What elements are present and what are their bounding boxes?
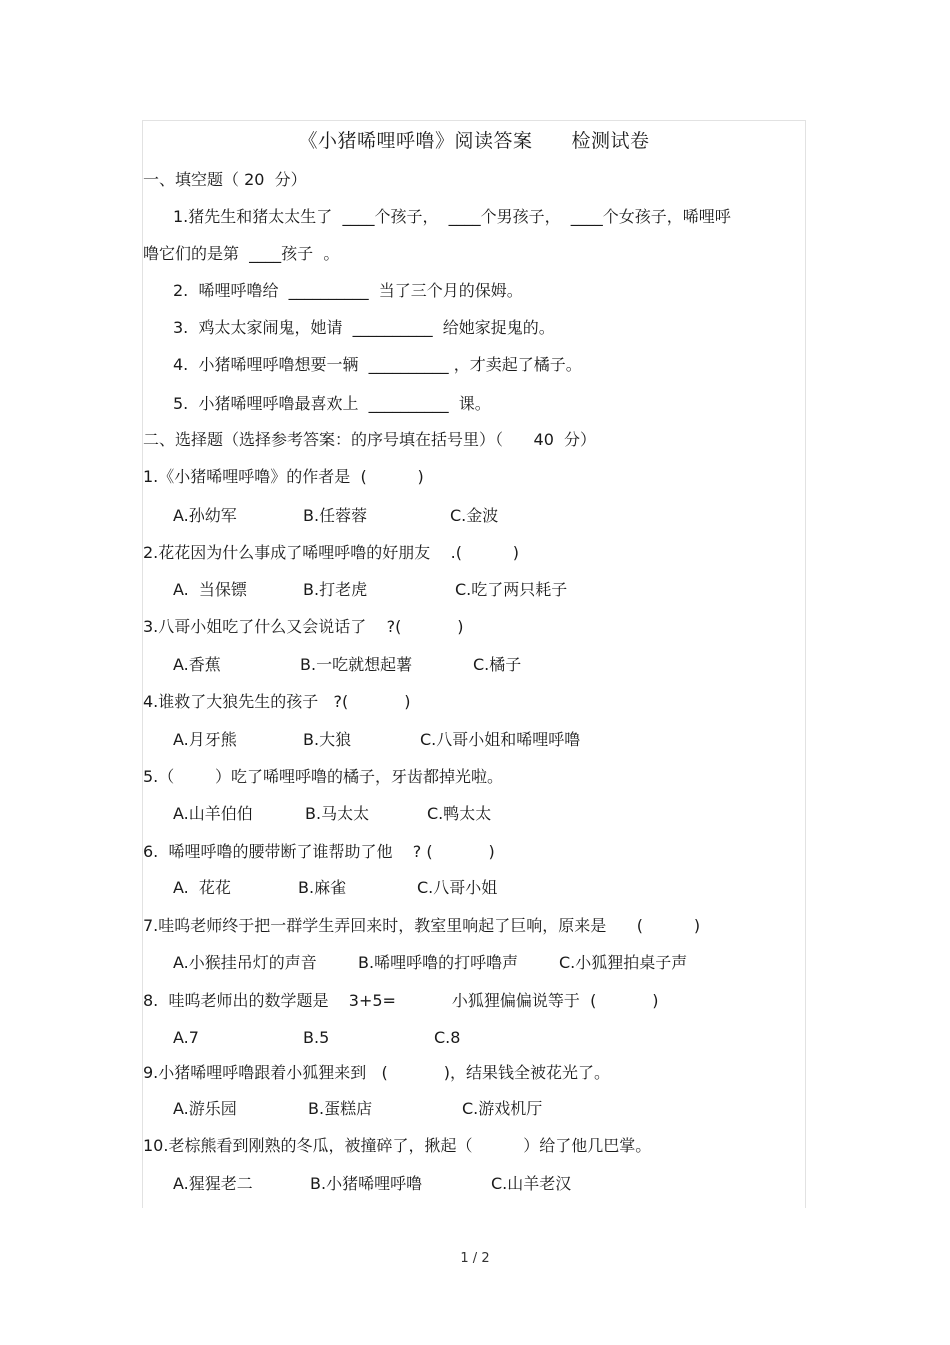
choice-question-9: 9.小猪唏哩呼噜跟着小狐狸来到 ( )，结果钱全被花光了。 — [143, 1063, 610, 1082]
page-number: 1 / 2 — [460, 1251, 490, 1266]
choice-3-option-b: B.一吃就想起薯 — [300, 655, 413, 674]
choice-8-option-c: C.8 — [434, 1028, 461, 1047]
document-title: 《小猪唏哩呼噜》阅读答案 检测试卷 — [298, 130, 650, 152]
choice-question-6: 6. 唏哩呼噜的腰带断了谁帮助了他 ? ( ) — [143, 842, 495, 861]
choice-question-3: 3.八哥小姐吃了什么又会说话了 ?( ) — [143, 617, 464, 636]
fill-question-4: 4. 小猪唏哩呼噜想要一辆 __________ ，才卖起了橘子。 — [173, 355, 582, 374]
fill-question-1-line-1: 1.猪先生和猪太太生了 ____个孩子， ____个男孩子， ____个女孩子，唏哩呼 — [173, 207, 731, 226]
choice-question-5: 5.（ ）吃了唏哩呼噜的橘子，牙齿都掉光啦。 — [143, 767, 503, 786]
choice-7-option-c: C.小狐狸拍桌子声 — [559, 953, 688, 972]
choice-question-10: 10.老棕熊看到刚熟的冬瓜，被撞碎了，揪起（ ）给了他几巴掌。 — [143, 1136, 652, 1155]
choice-4-option-a: A.月牙熊 — [173, 730, 237, 749]
choice-8-option-b: B.5 — [303, 1028, 330, 1047]
choice-2-option-b: B.打老虎 — [303, 580, 368, 599]
choice-6-option-a: A. 花花 — [173, 878, 231, 897]
choice-5-option-c: C.鸭太太 — [427, 804, 492, 823]
choice-6-option-b: B.麻雀 — [298, 878, 347, 897]
choice-9-option-b: B.蛋糕店 — [308, 1099, 373, 1118]
choice-4-option-c: C.八哥小姐和唏哩呼噜 — [420, 730, 581, 749]
section-heading-choice: 二、选择题（选择参考答案：的序号填在括号里）（ 40 分） — [143, 430, 597, 449]
choice-5-option-a: A.山羊伯伯 — [173, 804, 253, 823]
choice-7-option-b: B.唏哩呼噜的打呼噜声 — [358, 953, 519, 972]
fill-question-3: 3. 鸡太太家闹鬼，她请 __________ 给她家捉鬼的。 — [173, 318, 555, 337]
choice-5-option-b: B.马太太 — [305, 804, 370, 823]
choice-2-option-a: A. 当保镖 — [173, 580, 247, 599]
choice-10-option-c: C.山羊老汉 — [491, 1174, 572, 1193]
choice-4-option-b: B.大狼 — [303, 730, 352, 749]
section-heading-fill-in: 一、填空题（ 20 分） — [143, 170, 307, 189]
fill-question-1-line-2: 噜它们的是第 ____孩子 。 — [143, 244, 340, 263]
choice-3-option-a: A.香蕉 — [173, 655, 221, 674]
choice-question-8: 8. 哇呜老师出的数学题是 3+5= 小狐狸偏偏说等于 ( ) — [143, 991, 659, 1010]
choice-3-option-c: C.橘子 — [473, 655, 522, 674]
choice-9-option-c: C.游戏机厅 — [462, 1099, 543, 1118]
choice-2-option-c: C.吃了两只耗子 — [455, 580, 568, 599]
choice-1-option-b: B.任蓉蓉 — [303, 506, 368, 525]
choice-1-option-a: A.孙幼军 — [173, 506, 237, 525]
fill-question-5: 5. 小猪唏哩呼噜最喜欢上 __________ 课。 — [173, 394, 491, 413]
choice-10-option-a: A.猩猩老二 — [173, 1174, 253, 1193]
choice-1-option-c: C.金波 — [450, 506, 499, 525]
choice-7-option-a: A.小猴挂吊灯的声音 — [173, 953, 317, 972]
choice-question-1: 1.《小猪唏哩呼噜》的作者是 ( ) — [143, 467, 424, 486]
choice-6-option-c: C.八哥小姐 — [417, 878, 498, 897]
choice-8-option-a: A.7 — [173, 1028, 199, 1047]
choice-question-7: 7.哇呜老师终于把一群学生弄回来时，教室里响起了巨响，原来是 ( ) — [143, 916, 701, 935]
choice-9-option-a: A.游乐园 — [173, 1099, 237, 1118]
choice-question-2: 2.花花因为什么事成了唏哩呼噜的好朋友 .( ) — [143, 543, 520, 562]
choice-question-4: 4.谁救了大狼先生的孩子 ?( ) — [143, 692, 411, 711]
choice-10-option-b: B.小猪唏哩呼噜 — [310, 1174, 423, 1193]
fill-question-2: 2. 唏哩呼噜给 __________ 当了三个月的保姆。 — [173, 281, 523, 300]
